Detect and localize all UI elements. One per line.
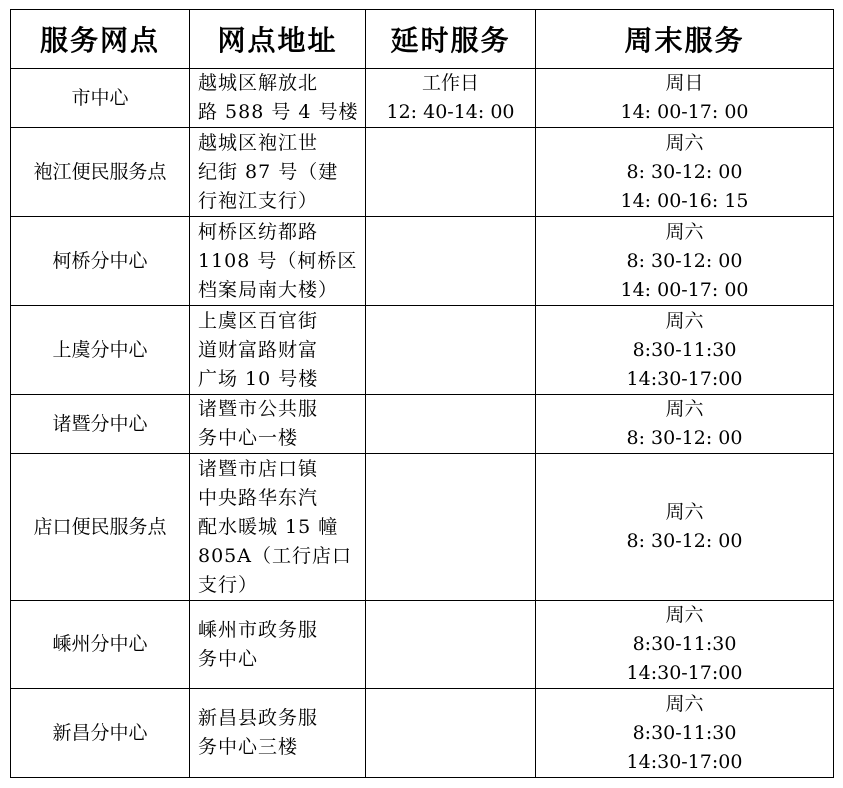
extended-service-cell [366, 689, 536, 778]
address-line: 上虞区百官街 [198, 309, 319, 332]
address-cell [190, 395, 366, 454]
weekend-service-line: 8: 30-12: 00 [626, 249, 743, 272]
extended-service-line: 工作日 [421, 72, 479, 94]
address-line: 道财富路财富 [198, 338, 319, 361]
address-line: 路 588 号 4 号楼 [198, 101, 359, 123]
weekend-service-line: 8:30-11:30 [632, 721, 737, 744]
weekend-service-cell [536, 217, 834, 306]
address-cell [190, 689, 366, 778]
extended-service-line: 12: 40-14: 00 [386, 101, 515, 123]
extended-service-cell [366, 395, 536, 454]
table-row [11, 395, 834, 454]
extended-service-cell [366, 454, 536, 601]
weekend-service-cell [536, 306, 834, 395]
service-point-name: 新昌分中心 [11, 689, 190, 778]
address-line: 支行） [198, 573, 259, 596]
weekend-service-line: 14: 00-17: 00 [620, 278, 749, 301]
table-row [11, 128, 834, 217]
weekend-service-line: 周六 [665, 501, 704, 523]
service-point-name: 嵊州分中心 [11, 601, 190, 689]
address-line: 纪街 87 号（建 [198, 160, 339, 183]
address-cell [190, 601, 366, 689]
address-cell [190, 454, 366, 601]
address-line: 1108 号（柯桥区 [198, 249, 358, 272]
address-line: 嵊州市政务服 [198, 618, 319, 641]
extended-service-cell [366, 306, 536, 395]
weekend-service-line: 周六 [665, 220, 704, 243]
address-line: 务中心三楼 [198, 736, 299, 758]
address-line: 越城区解放北 [198, 72, 319, 94]
extended-service-cell [366, 217, 536, 306]
table-row [11, 69, 834, 128]
weekend-service-line: 周六 [665, 398, 704, 420]
weekend-service-line: 周六 [665, 309, 704, 332]
address-line: 档案局南大楼） [198, 278, 339, 301]
weekend-service-cell [536, 454, 834, 601]
table-row [11, 601, 834, 689]
address-cell [190, 217, 366, 306]
weekend-service-line: 14:30-17:00 [626, 367, 743, 390]
extended-service-cell [366, 128, 536, 217]
address-line: 中央路华东汽 [198, 486, 319, 509]
weekend-service-cell [536, 689, 834, 778]
table-body [11, 69, 834, 778]
header-weekend-service: 周末服务 [536, 10, 834, 69]
table-row [11, 306, 834, 395]
service-points-table [10, 9, 834, 778]
service-point-name: 袍江便民服务点 [11, 128, 190, 217]
address-line: 诸暨市店口镇 [198, 457, 319, 480]
weekend-service-line: 14:30-17:00 [626, 750, 743, 773]
service-point-name: 柯桥分中心 [11, 217, 190, 306]
address-line: 诸暨市公共服 [198, 398, 319, 420]
address-line: 务中心 [198, 647, 259, 670]
service-point-name: 上虞分中心 [11, 306, 190, 395]
table-row [11, 217, 834, 306]
service-point-name: 诸暨分中心 [11, 395, 190, 454]
header-address: 网点地址 [190, 10, 366, 69]
service-point-name: 市中心 [11, 69, 190, 128]
weekend-service-line: 14: 00-16: 15 [620, 189, 749, 212]
header-extended-service: 延时服务 [366, 10, 536, 69]
address-line: 柯桥区纺都路 [198, 220, 319, 243]
weekend-service-line: 周日 [665, 72, 704, 94]
weekend-service-line: 周六 [665, 131, 704, 154]
weekend-service-line: 8:30-11:30 [632, 633, 737, 655]
table-row [11, 454, 834, 601]
weekend-service-cell [536, 69, 834, 128]
address-line: 越城区袍江世 [198, 131, 319, 154]
extended-service-cell [366, 69, 536, 128]
service-point-name: 店口便民服务点 [11, 454, 190, 601]
address-line: 广场 10 号楼 [198, 367, 319, 390]
weekend-service-cell [536, 395, 834, 454]
address-cell [190, 69, 366, 128]
weekend-service-cell [536, 601, 834, 689]
address-line: 行袍江支行） [198, 189, 319, 212]
address-line: 务中心一楼 [198, 427, 299, 449]
extended-service-cell [366, 601, 536, 689]
weekend-service-line: 14: 00-17: 00 [620, 101, 749, 123]
header-service-point: 服务网点 [11, 10, 190, 69]
address-line: 805A（工行店口 [198, 544, 352, 567]
weekend-service-line: 8:30-11:30 [632, 338, 737, 361]
header-row [11, 10, 834, 69]
weekend-service-line: 周六 [665, 692, 704, 715]
weekend-service-line: 周六 [665, 604, 704, 626]
address-cell [190, 128, 366, 217]
weekend-service-cell [536, 128, 834, 217]
address-cell [190, 306, 366, 395]
weekend-service-line: 14:30-17:00 [626, 662, 743, 684]
table-row [11, 689, 834, 778]
address-line: 配水暖城 15 幢 [198, 515, 339, 538]
weekend-service-line: 8: 30-12: 00 [626, 427, 743, 449]
address-line: 新昌县政务服 [198, 707, 319, 729]
weekend-service-line: 8: 30-12: 00 [626, 160, 743, 183]
weekend-service-line: 8: 30-12: 00 [626, 530, 743, 552]
